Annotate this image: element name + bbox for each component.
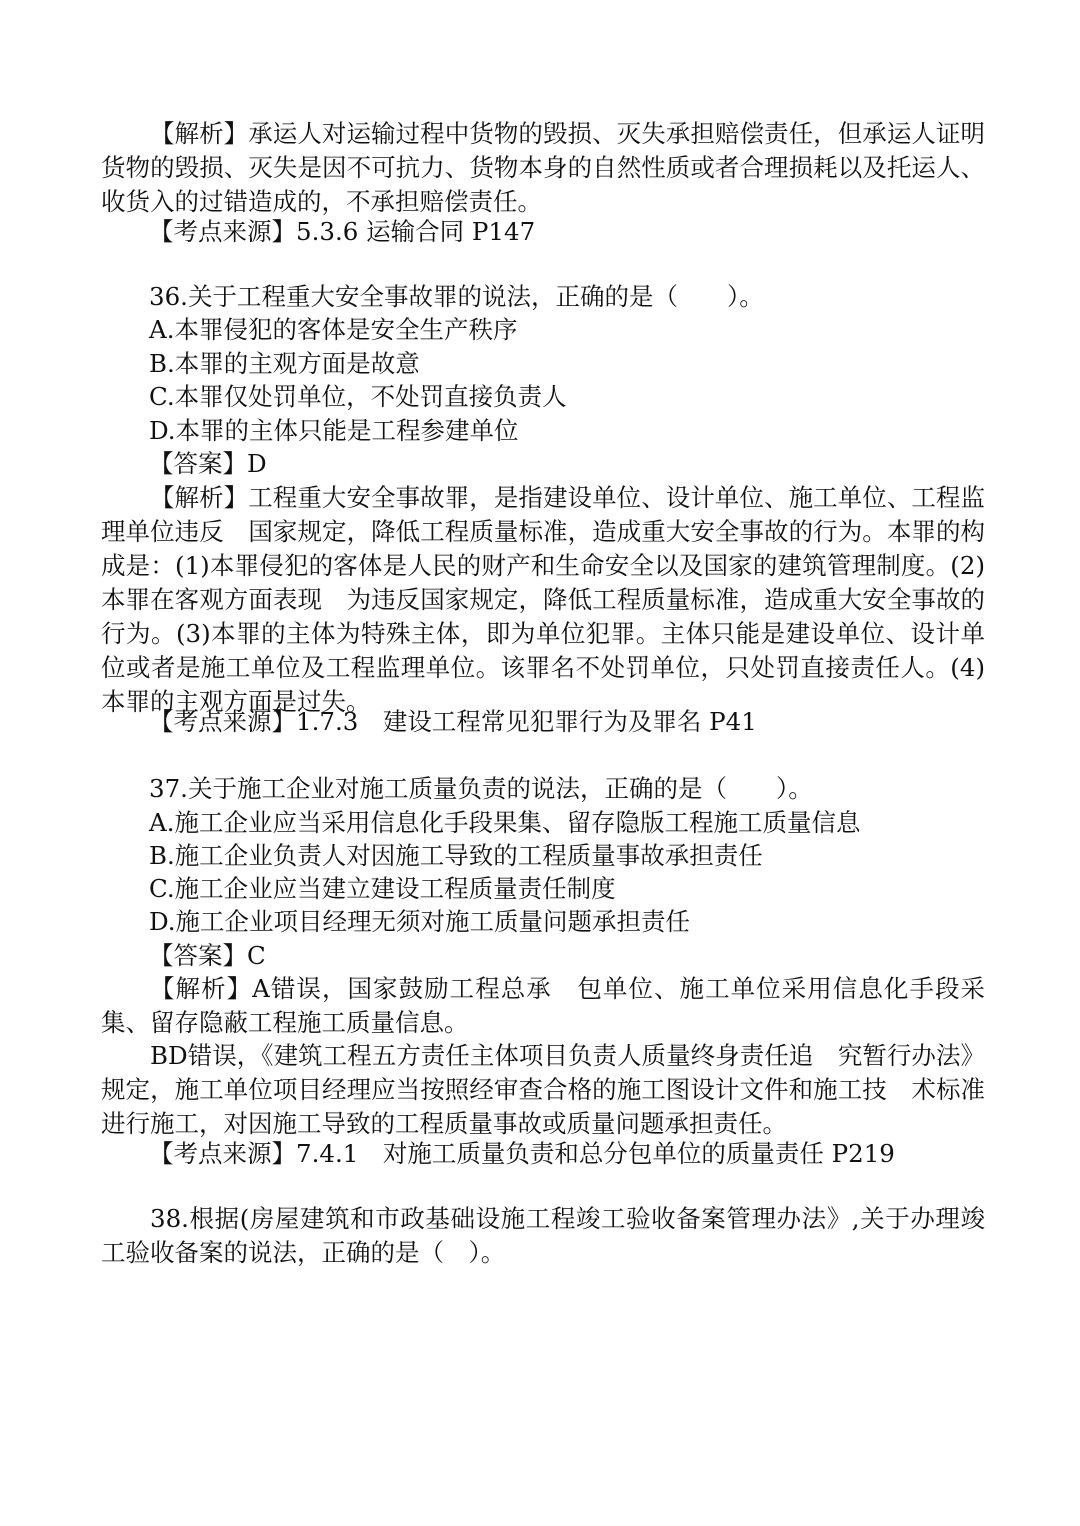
q37-stem: 37.关于施工企业对施工质量负责的说法，正确的是（ ）。 <box>149 774 813 803</box>
q36-source: 【考点来源】1.7.3 建设工程常见犯罪行为及罪名 P41 <box>149 707 757 736</box>
q36-analysis: 【解析】工程重大安全事故罪，是指建设单位、设计单位、施工单位、工程监理单位违反 国家规定，降低工程质量标准，造成重大安全事故的行为。本罪的构成是：(1)本罪侵犯的客体是人民的财产和生命安全以及国家的建筑管理制度。(2)本罪在客观方面表现 为违反国家规定，降低工程质量标准，造成重大安全事故的行为。(3)本罪的主体为特殊主体，即为单位犯罪。主体只能是建设单位、设计单位或者是施工单位及工程监理单位。该罪名不处罚单位，只处罚直接责任人。(4)本罪的主观方面是过失。 <box>101 483 985 716</box>
q36-option-c: C.本罪仅处罚单位，不处罚直接负责人 <box>149 382 567 411</box>
q36-option-b: B.本罪的主观方面是故意 <box>149 349 420 378</box>
q36-answer: 【答案】D <box>149 449 267 478</box>
q37-answer: 【答案】C <box>149 941 266 970</box>
q36-option-d: D.本罪的主体只能是工程参建单位 <box>149 416 519 445</box>
q37-option-c: C.施工企业应当建立建设工程质量责任制度 <box>149 874 616 903</box>
q37-option-a: A.施工企业应当采用信息化手段果集、留存隐版工程施工质量信息 <box>149 808 861 837</box>
q38-stem: 38.根据(房屋建筑和市政基础设施工程竣工验收备案管理办法》,关于办理竣工验收备案的说法，正确的是（ ）。 <box>101 1204 985 1267</box>
q37-source: 【考点来源】7.4.1 对施工质量负责和总分包单位的质量责任 P219 <box>149 1139 895 1168</box>
q36-stem: 36.关于工程重大安全事故罪的说法，正确的是（ ）。 <box>149 282 764 311</box>
q35-analysis: 【解析】承运人对运输过程中货物的毁损、灭失承担赔偿责任，但承运人证明货物的毁损、灭失是因不可抗力、货物本身的自然性质或者合理损耗以及托运人、收货入的过错造成的，不承担赔偿责任。 <box>101 119 985 216</box>
q37-analysis-1: 【解析】A错误，国家鼓励工程总承 包单位、施工单位采用信息化手段采集、留存隐蔽工程施工质量信息。 <box>101 974 985 1037</box>
q37-option-b: B.施工企业负责人对因施工导致的工程质量事故承担责任 <box>149 841 763 870</box>
q37-analysis-2: BD错误，《建筑工程五方责任主体项目负责人质量终身责任追 究暂行办法》规定，施工单位项目经理应当按照经审查合格的施工图设计文件和施工技 术标准进行施工，对因施工导致的工程质量事故或质量问题承担责任。 <box>101 1041 985 1138</box>
q36-option-a: A.本罪侵犯的客体是安全生产秩序 <box>149 315 518 344</box>
q37-option-d: D.施工企业项目经理无须对施工质量问题承担责任 <box>149 907 691 936</box>
q35-source: 【考点来源】5.3.6 运输合同 P147 <box>149 217 536 246</box>
